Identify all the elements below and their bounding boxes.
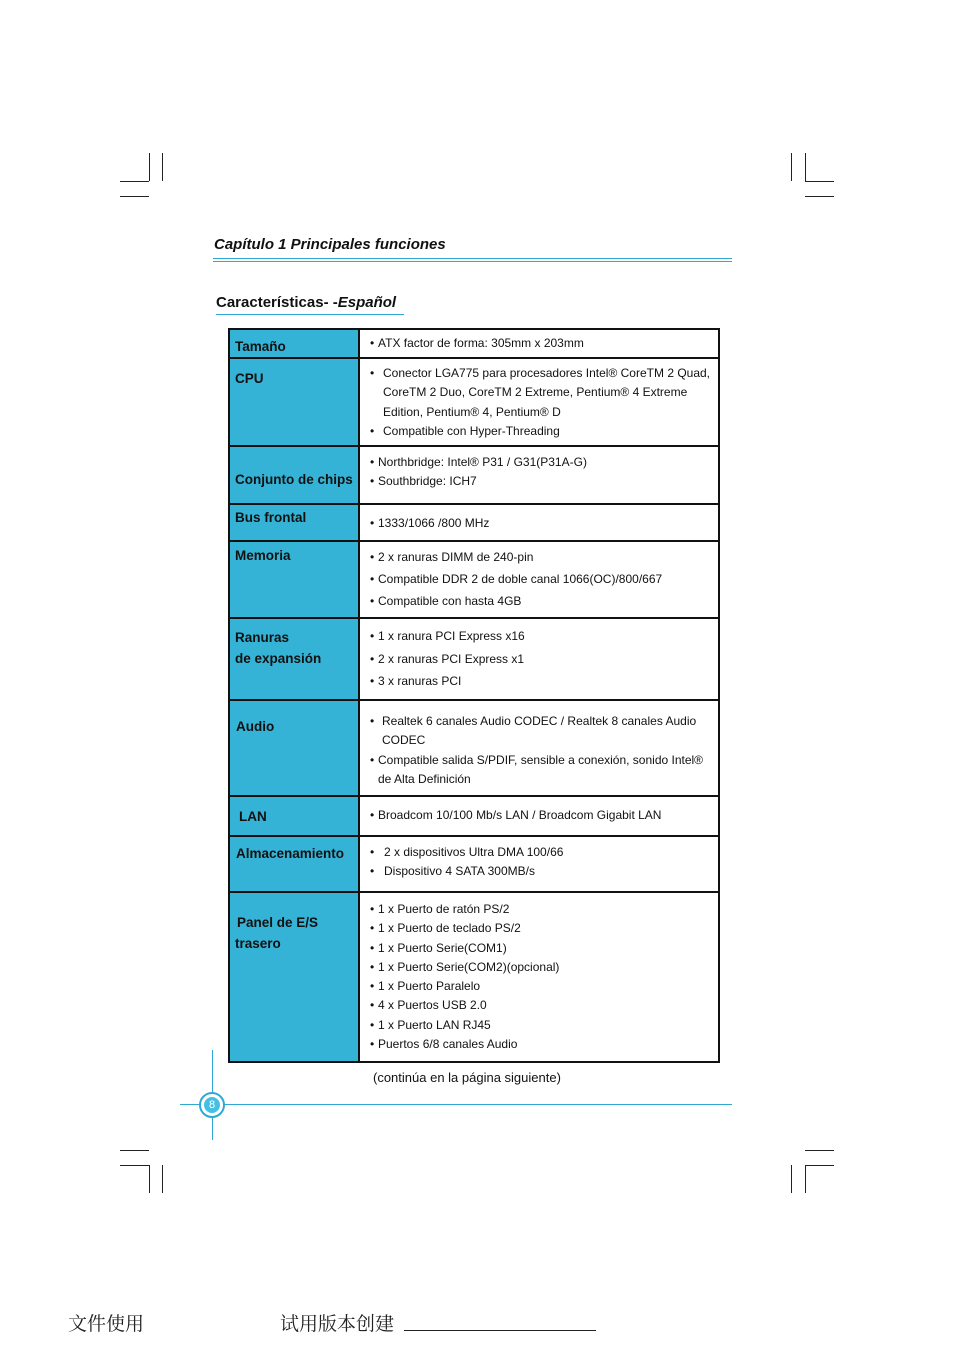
- spec-value: [359, 700, 719, 796]
- crop-mark: [805, 153, 806, 181]
- crop-mark: [791, 1165, 792, 1193]
- header-rule: [213, 261, 732, 262]
- spec-label-line: Memoria: [235, 548, 291, 563]
- section-title-plain: Características- -: [216, 294, 338, 311]
- crop-mark: [805, 1165, 834, 1166]
- crop-mark: [120, 196, 149, 197]
- spec-label: [229, 892, 359, 1062]
- list-item: • Realtek 6 canales Audio CODEC / Realtek 8 canales Audio CODEC: [370, 712, 710, 751]
- list-item: • Compatible DDR 2 de doble canal 1066(OC)/800/667: [370, 568, 710, 590]
- table-row: [229, 618, 719, 700]
- crop-mark: [162, 1165, 163, 1193]
- list-item: • 2 x dispositivos Ultra DMA 100/66: [370, 843, 710, 862]
- section-title: [216, 294, 396, 311]
- table-row: [229, 329, 719, 358]
- spec-label-line: Audio: [236, 719, 275, 734]
- table-row: [229, 796, 719, 836]
- spec-label: [229, 836, 359, 892]
- spec-label-line: LAN: [239, 808, 267, 824]
- list-item: • Northbridge: Intel® P31 / G31(P31A-G): [370, 453, 710, 472]
- spec-label: [229, 358, 359, 446]
- crop-mark: [162, 153, 163, 181]
- table-row: [229, 700, 719, 796]
- spec-label: [229, 329, 359, 358]
- list-item: • 2 x ranuras DIMM de 240-pin: [370, 546, 710, 568]
- spec-label: [229, 796, 359, 836]
- spec-label: [229, 618, 359, 700]
- table-row: [229, 836, 719, 892]
- crop-mark: [120, 1165, 149, 1166]
- list-item: • Puertos 6/8 canales Audio: [370, 1035, 710, 1054]
- list-item: • 1333/1066 /800 MHz: [370, 514, 710, 533]
- page-number: 8: [204, 1097, 220, 1113]
- list-item: • 1 x Puerto Serie(COM1): [370, 939, 710, 958]
- list-item: • Compatible con Hyper-Threading: [370, 422, 710, 441]
- crop-mark: [149, 1165, 150, 1193]
- spec-value: [359, 541, 719, 618]
- watermark-underline: [404, 1330, 596, 1331]
- spec-label-line: Panel de E/S: [237, 915, 319, 930]
- spec-label-line: Tamaño: [235, 339, 286, 354]
- list-item: • 1 x Puerto Serie(COM2)(opcional): [370, 958, 710, 977]
- crop-mark: [805, 1165, 806, 1193]
- spec-value: [359, 892, 719, 1062]
- watermark-left: 文件使用: [68, 1313, 145, 1335]
- list-item: • Broadcom 10/100 Mb/s LAN / Broadcom Gigabit LAN: [370, 806, 710, 825]
- crop-mark: [120, 181, 149, 182]
- header-rule: [213, 258, 732, 259]
- spec-label-line: de expansión: [235, 651, 322, 666]
- spec-value: [359, 836, 719, 892]
- list-item: • Conector LGA775 para procesadores Intel® CoreTM 2 Quad, CoreTM 2 Duo, CoreTM 2 Extreme, Pentium® 4 Extreme Edition, Pentium® 4, Pentium® D: [370, 364, 710, 422]
- spec-label-line: Bus frontal: [235, 510, 307, 525]
- spec-label-line: Ranuras: [235, 630, 290, 645]
- crop-mark: [805, 181, 834, 182]
- list-item: • 1 x Puerto de ratón PS/2: [370, 900, 710, 919]
- list-item: • Compatible salida S/PDIF, sensible a conexión, sonido Intel® de Alta Definición: [370, 751, 710, 790]
- spec-label: [229, 700, 359, 796]
- spec-value: [359, 358, 719, 446]
- list-item: • ATX factor de forma: 305mm x 203mm: [370, 334, 710, 353]
- table-row: [229, 504, 719, 541]
- spec-table: [228, 328, 720, 1063]
- crop-mark: [120, 1150, 149, 1151]
- chapter-title: Capítulo 1 Principales funciones: [214, 236, 446, 253]
- list-item: • 4 x Puertos USB 2.0: [370, 996, 710, 1015]
- list-item: • 1 x Puerto de teclado PS/2: [370, 919, 710, 938]
- list-item: • Southbridge: ICH7: [370, 472, 710, 491]
- footer-rule: [180, 1104, 732, 1105]
- list-item: • 1 x ranura PCI Express x16: [370, 625, 710, 648]
- spec-label-line: trasero: [235, 936, 281, 951]
- list-item: • 3 x ranuras PCI: [370, 670, 710, 693]
- spec-value: [359, 504, 719, 541]
- spec-value: [359, 446, 719, 504]
- list-item: • Dispositivo 4 SATA 300MB/s: [370, 862, 710, 881]
- continued-note: (continúa en la página siguiente): [373, 1070, 561, 1085]
- list-item: • 1 x Puerto LAN RJ45: [370, 1016, 710, 1035]
- list-item: • Compatible con hasta 4GB: [370, 590, 710, 612]
- list-item: • 1 x Puerto Paralelo: [370, 977, 710, 996]
- table-row: [229, 892, 719, 1062]
- spec-label: [229, 541, 359, 618]
- spec-label: [229, 504, 359, 541]
- spec-label: [229, 446, 359, 504]
- crop-mark: [791, 153, 792, 181]
- spec-value: [359, 618, 719, 700]
- section-title-italic: Español: [337, 294, 397, 311]
- list-item: • 2 x ranuras PCI Express x1: [370, 648, 710, 671]
- spec-label-line: Conjunto de chips: [235, 471, 353, 487]
- spec-label-line: Almacenamiento: [236, 846, 345, 861]
- page-number-badge: [199, 1092, 225, 1118]
- table-row: [229, 541, 719, 618]
- spec-value: [359, 796, 719, 836]
- crop-mark: [805, 1150, 834, 1151]
- section-rule: [216, 314, 404, 315]
- crop-mark: [805, 196, 834, 197]
- watermark-right: 试用版本创建: [280, 1313, 395, 1335]
- crop-mark: [149, 153, 150, 181]
- table-row: [229, 446, 719, 504]
- table-row: [229, 358, 719, 446]
- spec-value: [359, 329, 719, 358]
- spec-label-line: CPU: [235, 371, 264, 386]
